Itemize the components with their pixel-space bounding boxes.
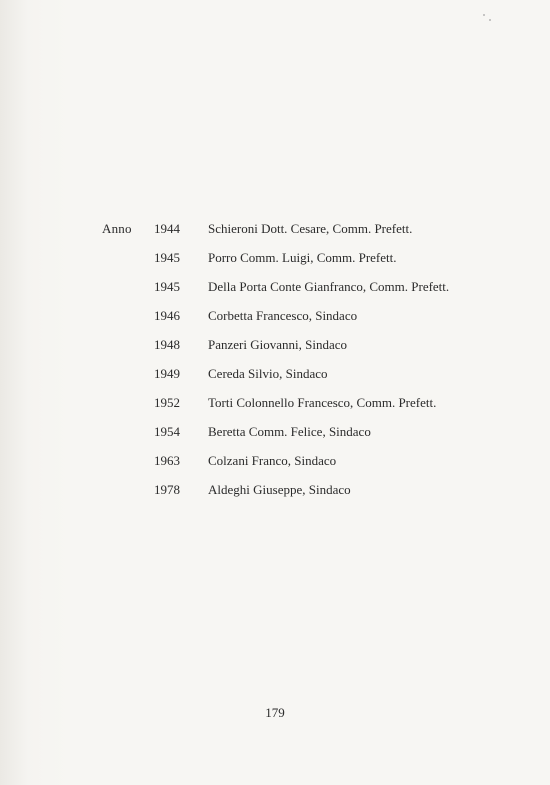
entry-name: Torti Colonnello Francesco, Comm. Prefett.: [208, 395, 437, 410]
list-item: [154, 482, 534, 511]
entry-year: 1963: [154, 453, 180, 468]
entry-name: Panzeri Giovanni, Sindaco: [208, 337, 347, 352]
list-item: [154, 337, 534, 366]
entry-year: 1949: [154, 366, 180, 381]
entry-name: Beretta Comm. Felice, Sindaco: [208, 424, 371, 439]
list-item: [154, 279, 534, 308]
officials-list: [154, 221, 534, 511]
entry-year: 1944: [154, 221, 180, 236]
entry-year: 1945: [154, 279, 180, 294]
list-item: [154, 221, 534, 250]
entry-year: 1948: [154, 337, 180, 352]
list-item: [154, 250, 534, 279]
entry-name: Aldeghi Giuseppe, Sindaco: [208, 482, 351, 497]
page-number: 179: [265, 705, 285, 720]
entry-year: 1945: [154, 250, 180, 265]
entry-year: 1954: [154, 424, 180, 439]
entry-name: Cereda Silvio, Sindaco: [208, 366, 328, 381]
entry-name: Colzani Franco, Sindaco: [208, 453, 337, 468]
list-item: [154, 366, 534, 395]
list-item: [154, 395, 534, 424]
list-item: [154, 453, 534, 482]
paper-speck: [489, 19, 491, 21]
entry-name: Schieroni Dott. Cesare, Comm. Prefett.: [208, 221, 413, 236]
entry-name: Porro Comm. Luigi, Comm. Prefett.: [208, 250, 397, 265]
list-item: [154, 424, 534, 453]
list-item: [154, 308, 534, 337]
entry-name: Corbetta Francesco, Sindaco: [208, 308, 358, 323]
entry-year: 1978: [154, 482, 180, 497]
paper-speck: [483, 14, 485, 16]
entry-year: 1952: [154, 395, 180, 410]
entry-year: 1946: [154, 308, 180, 323]
entry-name: Della Porta Conte Gianfranco, Comm. Prefett.: [208, 279, 450, 294]
year-label: Anno: [102, 221, 132, 236]
